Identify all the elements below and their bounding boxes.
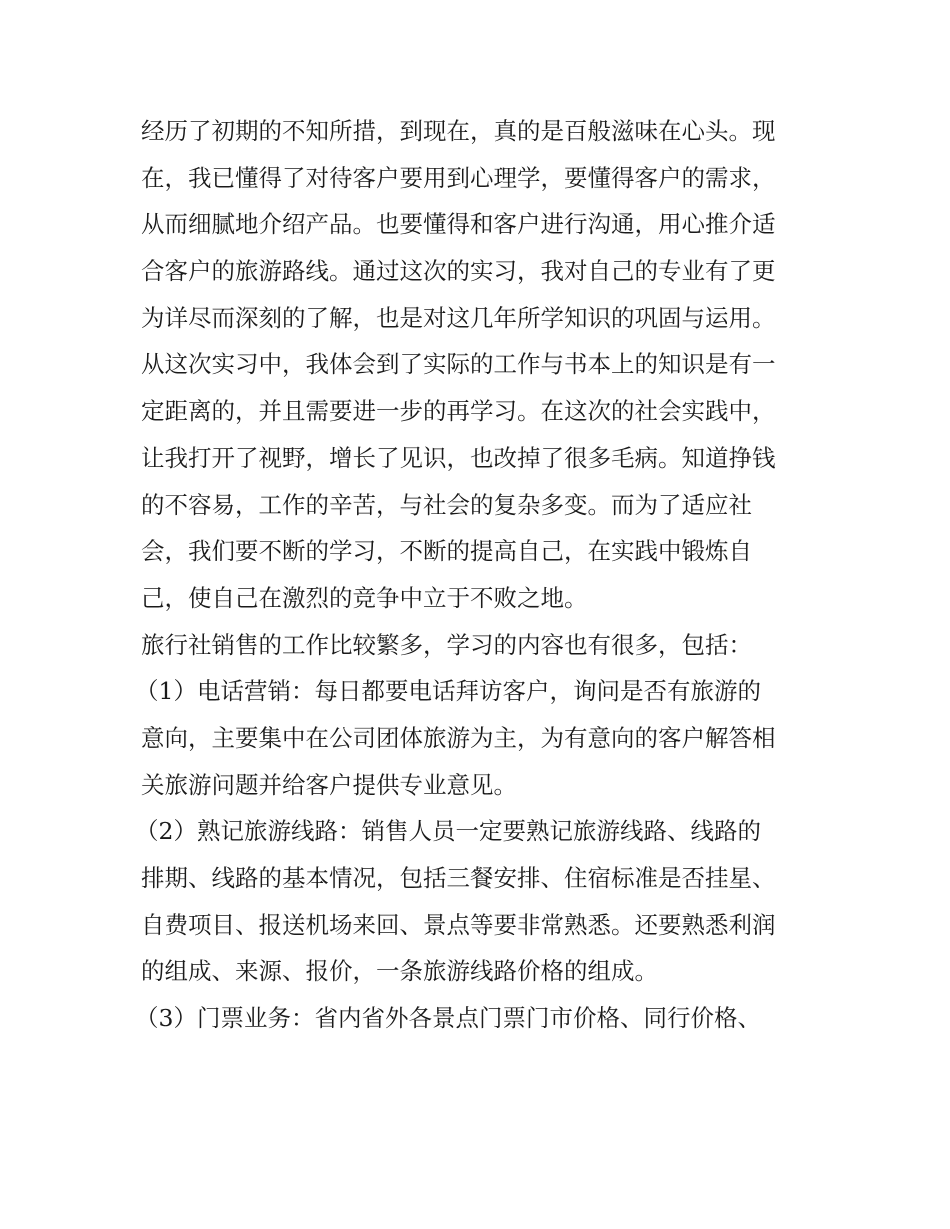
text-line: 自费项目、报送机场来回、景点等要非常熟悉。还要熟悉利润 (141, 910, 776, 939)
text-line: 己，使自己在激烈的竞争中立于不败之地。 (141, 583, 588, 612)
text-line: 经历了初期的不知所措，到现在，真的是百般滋味在心头。现 (141, 117, 776, 145)
paragraph-sales-intro (141, 622, 821, 669)
list-item-memorize-routes (135, 808, 821, 995)
text-line: （2）熟记旅游线路：销售人员一定要熟记旅游线路、线路的 (135, 817, 761, 846)
text-line: 从这次实习中，我体会到了实际的工作与书本上的知识是有一 (141, 350, 776, 379)
text-line: 会，我们要不断的学习，不断的提高自己，在实践中锻炼自 (141, 537, 752, 566)
list-item-ticket-business (135, 995, 821, 1042)
text-line: 的组成、来源、报价，一条旅游线路价格的组成。 (141, 957, 658, 986)
text-line: （1）电话营销：每日都要电话拜访客户，询问是否有旅游的 (135, 677, 761, 706)
document-body (135, 108, 821, 1042)
text-line: 排期、线路的基本情况，包括三餐安排、住宿标准是否挂星、 (141, 864, 776, 892)
text-line: 意向，主要集中在公司团体旅游为主，为有意向的客户解答相 (141, 723, 776, 752)
text-line: 在，我已懂得了对待客户要用到心理学，要懂得客户的需求， (141, 163, 776, 192)
text-line: 从而细腻地介绍产品。也要懂得和客户进行沟通，用心推介适 (141, 210, 776, 239)
paragraph-internship-reflection (141, 108, 821, 622)
text-line: 的不容易，工作的辛苦，与社会的复杂多变。而为了适应社 (141, 490, 752, 519)
text-line: 旅行社销售的工作比较繁多，学习的内容也有很多，包括： (141, 630, 752, 659)
text-line: 为详尽而深刻的了解，也是对这几年所学知识的巩固与运用。 (141, 303, 776, 332)
text-line: 定距离的，并且需要进一步的再学习。在这次的社会实践中， (141, 397, 776, 426)
list-item-telemarketing (135, 668, 821, 808)
text-line: 合客户的旅游路线。通过这次的实习，我对自己的专业有了更 (141, 257, 776, 286)
text-line: 关旅游问题并给客户提供专业意见。 (141, 770, 517, 799)
text-line: （3）门票业务：省内省外各景点门票门市价格、同行价格、 (135, 1004, 761, 1033)
text-line: 让我打开了视野，增长了见识，也改掉了很多毛病。知道挣钱 (141, 443, 776, 472)
